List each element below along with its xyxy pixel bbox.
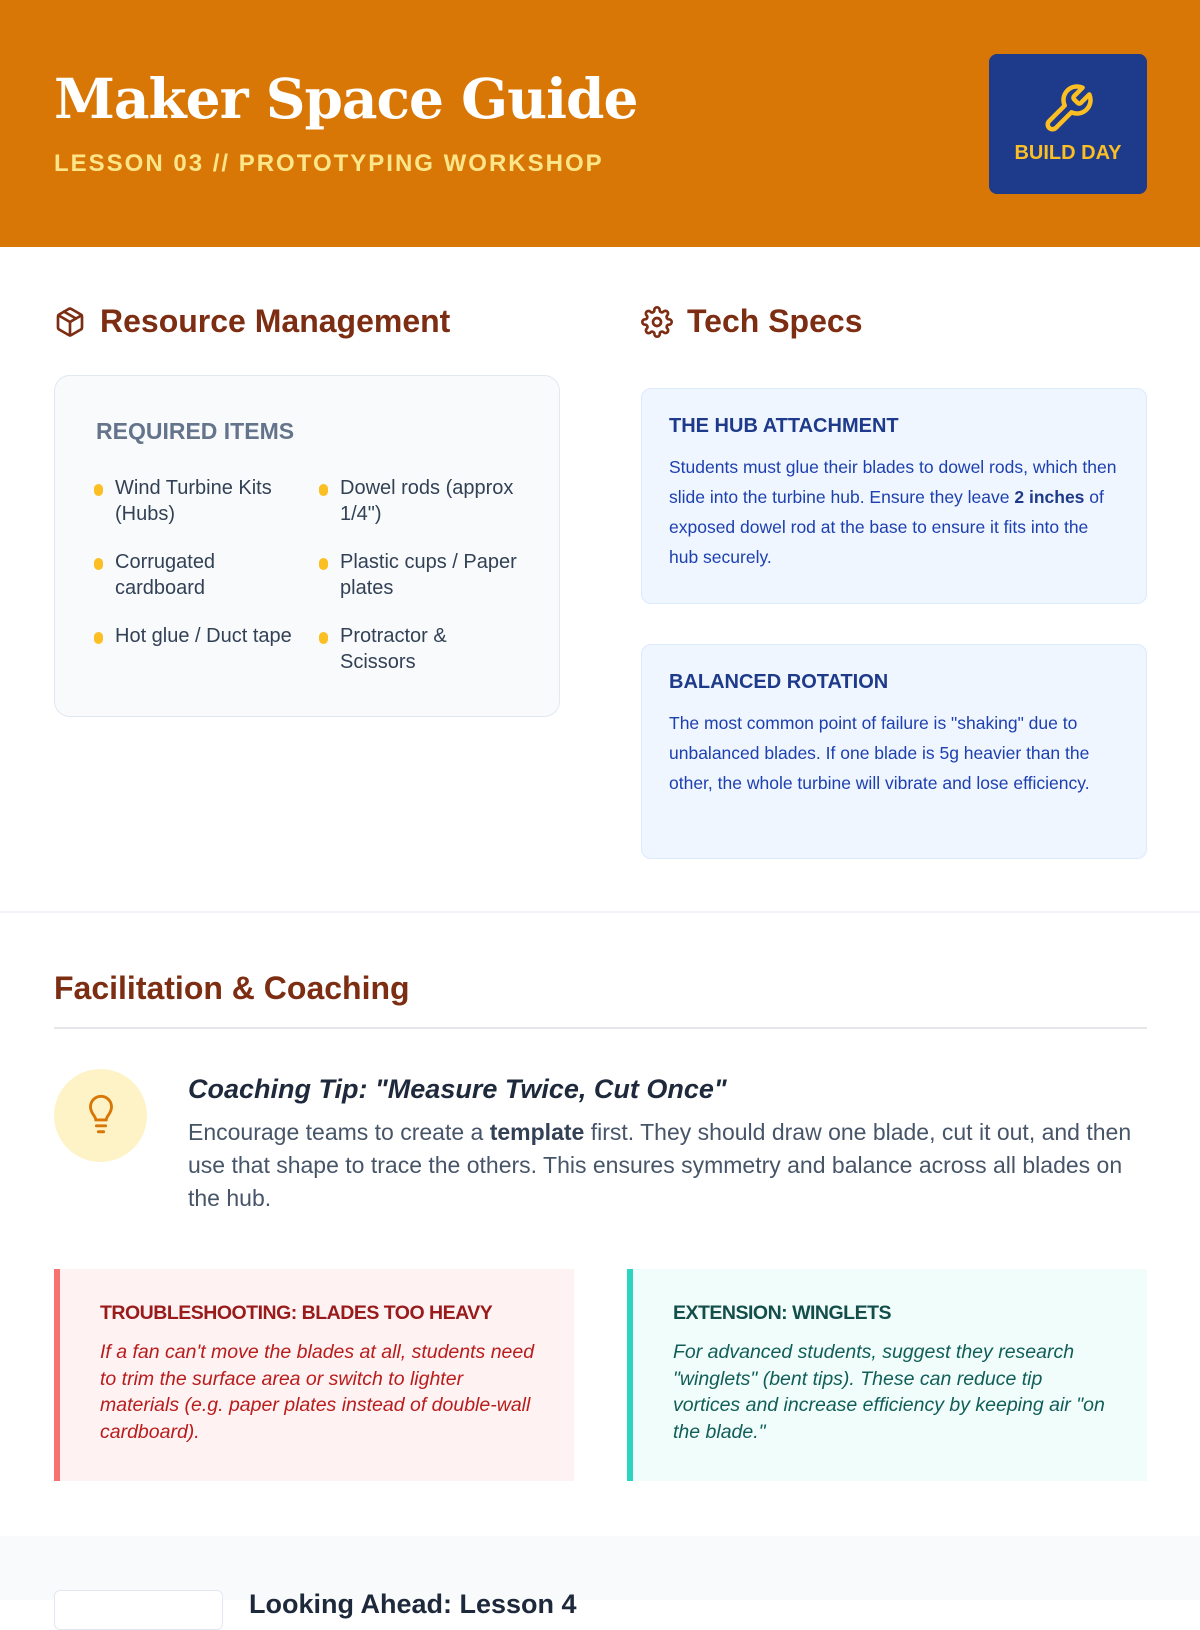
extension-body: For advanced students, suggest they research "winglets" (bent tips). These can reduce tip vortices and increase efficiency by keeping air "on the blade." <box>673 1341 1105 1443</box>
troubleshooting-body: If a fan can't move the blades at all, students need to trim the surface area or switch to lighter materials (e.g. paper plates instead of double-wall cardboard). <box>100 1341 535 1443</box>
troubleshooting-title: TROUBLESHOOTING: BLADES TOO HEAVY <box>100 1302 493 1324</box>
extension-callout <box>627 1269 1147 1481</box>
bullet-dot <box>319 558 328 570</box>
wrench-icon <box>1041 82 1095 136</box>
lesson-subtitle: LESSON 03 // PROTOTYPING WORKSHOP <box>54 150 604 177</box>
bullet-dot <box>319 484 328 496</box>
next-lesson-title: Looking Ahead: Lesson 4 <box>249 1589 577 1619</box>
troubleshooting-callout <box>54 1269 574 1481</box>
required-items-card <box>54 375 560 717</box>
extension-title: EXTENSION: WINGLETS <box>673 1302 892 1324</box>
box-icon <box>54 306 86 338</box>
tech-specs-heading <box>641 303 862 340</box>
lesson-footer <box>0 1536 1200 1619</box>
coaching-tip-title: Coaching Tip: "Measure Twice, Cut Once" <box>188 1074 727 1104</box>
list-item: Protractor & Scissors <box>319 623 519 675</box>
coaching-tip-body: Encourage teams to create a template first. They should draw one blade, cut it out, and then use that shape to trace the others. This ensures symmetry and balance across all blades on the hub. <box>188 1119 1132 1211</box>
gear-icon <box>641 306 673 338</box>
list-item: Hot glue / Duct tape <box>94 623 294 649</box>
bullet-dot <box>319 632 328 644</box>
bullet-dot <box>94 632 103 644</box>
tip-icon-circle <box>54 1069 147 1162</box>
hub-attachment-title: THE HUB ATTACHMENT <box>669 415 899 437</box>
badge-label: BUILD DAY <box>1014 142 1122 164</box>
next-lesson-box <box>54 1590 223 1630</box>
page-header <box>0 0 1200 247</box>
list-item: Dowel rods (approx 1/4") <box>319 475 519 527</box>
facilitation-heading: Facilitation & Coaching <box>54 970 410 1006</box>
balanced-rotation-card <box>641 644 1147 859</box>
hub-attachment-body: Students must glue their blades to dowel rods, which then slide into the turbine hub. Ensure they leave 2 inches of exposed dowel rod at the base to ensure it fits into the hub securely. <box>669 457 1117 567</box>
hub-attachment-card <box>641 388 1147 604</box>
list-item: Plastic cups / Paper plates <box>319 549 519 601</box>
balanced-rotation-body: The most common point of failure is "shaking" due to unbalanced blades. If one blade is 5g heavier than the other, the whole turbine will vibrate and lose efficiency. <box>669 713 1090 793</box>
lightbulb-icon <box>85 1095 117 1137</box>
list-item: Corrugated cardboard <box>94 549 294 601</box>
bullet-dot <box>94 558 103 570</box>
resource-management-heading <box>54 303 450 340</box>
balanced-rotation-title: BALANCED ROTATION <box>669 671 889 693</box>
build-day-badge <box>989 54 1147 194</box>
page-title: Maker Space Guide <box>54 66 638 131</box>
resource-management-title: Resource Management <box>100 303 451 339</box>
section-divider <box>0 911 1200 913</box>
facilitation-rule <box>54 1027 1147 1029</box>
list-item: Wind Turbine Kits (Hubs) <box>94 475 294 527</box>
required-items-title: REQUIRED ITEMS <box>96 418 295 444</box>
bullet-dot <box>94 484 103 496</box>
tech-specs-title: Tech Specs <box>687 303 863 339</box>
